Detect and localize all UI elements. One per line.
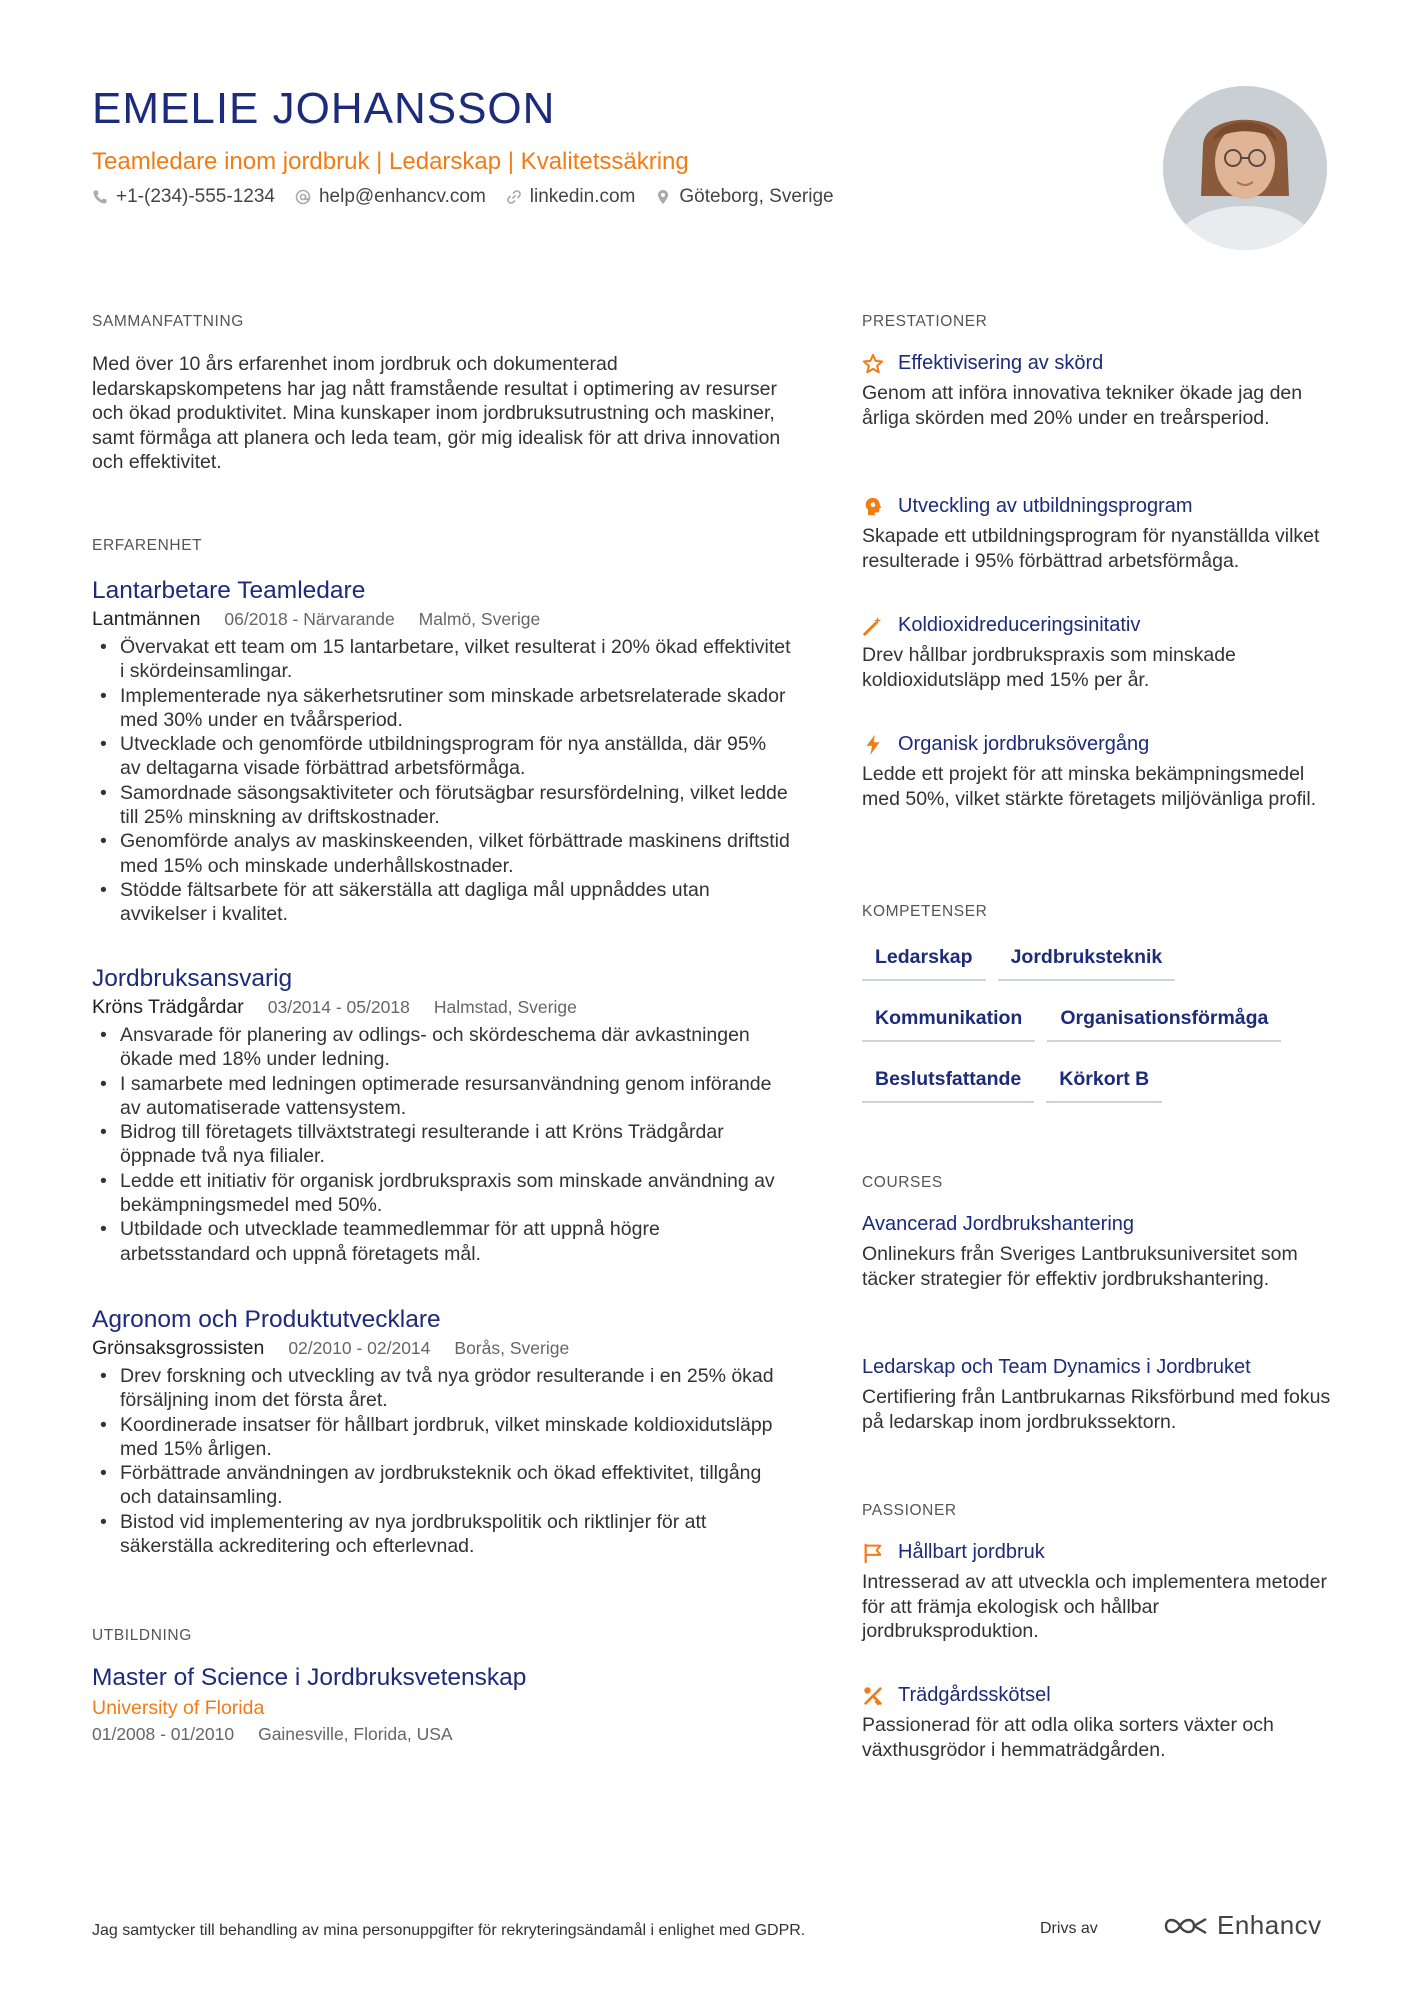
skills-heading: KOMPETENSER [862,903,988,920]
course-desc: Onlinekurs från Sveriges Lantbruksuniversitet som täcker strategier för effektiv jordbrukshantering. [862,1243,1298,1290]
list-item: • Förbättrade användningen av jordbruksteknik och ökad effektivitet, tillgång och datainsamling. [92,1461,792,1510]
job-location: Malmö, Sverige [418,609,541,629]
location-pin-icon [655,189,671,205]
contact-bar [92,186,854,208]
education-school: University of Florida [92,1697,265,1719]
flag-icon [862,1542,884,1564]
skill-tag: Körkort B [1046,1060,1162,1103]
education-heading: UTBILDNING [92,1627,192,1644]
course-item [862,1213,1332,1291]
list-item: • Genomförde analys av maskinskeenden, vilket förbättrade maskinens driftstid med 15% och minskade underhållskostnader. [92,829,792,878]
job-dates: 03/2014 - 05/2018 [267,997,410,1017]
job-1 [92,577,792,927]
list-item: • Utvecklade och genomförde utbildningsprogram för nya anställda, där 95% av deltagarna visade förbättrad arbetsförmåga. [92,732,792,781]
skill-tag: Jordbruksteknik [998,938,1176,981]
passion-item [862,1684,1332,1762]
summary-text: Med över 10 års erfarenhet inom jordbruk och dokumenterad ledarskapskompetens har jag nått framstående resultat i optimering av resurser och ökad produktivitet. Mina kunskaper inom jordbruksutrustning och maskiner, samt förmåga att planera och leda team, gör mig idealisk för att driva innovation och effektivitet. [92,353,781,473]
courses-heading: COURSES [862,1174,943,1191]
job-meta [92,1337,792,1360]
job-location: Halmstad, Sverige [433,997,577,1017]
achievement-title: Effektivisering av skörd [898,352,1104,374]
contact-location [655,186,833,208]
education-entry [92,1664,792,1745]
location-text: Göteborg, Sverige [679,186,834,207]
course-title: Avancerad Jordbrukshantering [862,1213,1135,1235]
summary-heading: SAMMANFATTNING [92,313,244,330]
job-3 [92,1306,792,1558]
achievement-desc: Ledde ett projekt för att minska bekämpningsmedel med 50%, vilket stärkte företagets miljövänliga profil. [862,763,1317,810]
list-item: • Ledde ett initiativ för organisk jordbrukspraxis som minskade användning av bekämpningsmedel med 50%. [92,1169,792,1218]
gdpr-consent: Jag samtycker till behandling av mina personuppgifter för rekryteringsändamål i enlighet med GDPR. [92,1922,806,1939]
contact-phone [92,186,275,208]
achievement-title: Utveckling av utbildningsprogram [898,495,1193,517]
candidate-tagline: Teamledare inom jordbruk | Ledarskap | Kvalitetssäkring [92,148,689,175]
profile-photo [1163,86,1327,250]
job-dates: 02/2010 - 02/2014 [288,1338,431,1358]
passions-heading: PASSIONER [862,1502,957,1519]
job-location: Borås, Sverige [454,1338,570,1358]
job-company: Lantmännen [92,608,201,630]
achievement-desc: Genom att införa innovativa tekniker ökade jag den årliga skörden med 20% under en treårsperiod. [862,382,1303,429]
passion-title: Hållbart jordbruk [898,1541,1045,1563]
job-title: Jordbruksansvarig [92,965,293,992]
skill-tag: Kommunikation [862,999,1035,1042]
job-title: Agronom och Produktutvecklare [92,1306,441,1333]
star-icon [862,353,884,375]
list-item: • Implementerade nya säkerhetsrutiner som minskade arbetsrelaterade skador med 30% under en tvåårsperiod. [92,684,792,733]
passion-item [862,1541,1332,1644]
passion-desc: Passionerad för att odla olika sorters växter och växthusgrödor i hemmaträdgården. [862,1714,1274,1761]
list-item: • Bistod vid implementering av nya jordbrukspolitik och riktlinjer för att säkerställa ackreditering och efterlevnad. [92,1510,792,1559]
job-title: Lantarbetare Teamledare [92,577,366,604]
list-item: • Koordinerade insatser för hållbart jordbruk, vilket minskade koldioxidutsläpp med 15% årligen. [92,1413,792,1462]
education-location: Gainesville, Florida, USA [258,1724,453,1744]
list-item: • Utbildade och utvecklade teammedlemmar för att uppnå högre arbetsstandard och uppnå företagets mål. [92,1217,792,1266]
job-bullets [92,1023,792,1266]
lightning-icon [862,734,884,756]
lightbulb-head-icon [862,496,884,518]
skill-tag: Ledarskap [862,938,986,981]
education-degree: Master of Science i Jordbruksvetenskap [92,1664,527,1691]
achievement-desc: Drev hållbar jordbrukspraxis som minskade koldioxidutsläpp med 15% per år. [862,644,1236,691]
achievement-item [862,614,1332,692]
job-company: Grönsaksgrossisten [92,1337,265,1359]
tools-icon [862,1685,884,1707]
enhancv-logo-icon [1163,1913,1209,1939]
skills-list [862,938,1332,1121]
phone-icon [92,189,108,205]
achievement-item [862,495,1332,573]
list-item: • Bidrog till företagets tillväxtstrategi resulterande i att Kröns Trädgårdar öppnade två nya filialer. [92,1120,792,1169]
course-title: Ledarskap och Team Dynamics i Jordbruket [862,1356,1251,1378]
job-meta [92,608,792,631]
passion-title: Trädgårdsskötsel [898,1684,1051,1706]
achievement-item [862,733,1332,811]
candidate-name: EMELIE JOHANSSON [92,84,556,133]
job-company: Kröns Trädgårdar [92,996,244,1018]
course-desc: Certifiering från Lantbrukarnas Riksförbund med fokus på ledarskap inom jordbrukssektorn. [862,1386,1331,1433]
skill-tag: Organisationsförmåga [1047,999,1281,1042]
job-meta [92,996,792,1019]
linkedin-text: linkedin.com [529,186,636,207]
job-2 [92,965,792,1266]
experience-heading: ERFARENHET [92,537,203,554]
achievement-desc: Skapade ett utbildningsprogram för nyanställda vilket resulterade i 95% förbättrad arbetsförmåga. [862,525,1320,572]
achievement-item [862,352,1332,430]
course-item [862,1356,1332,1434]
skill-tag: Beslutsfattande [862,1060,1034,1103]
job-bullets [92,1364,792,1558]
list-item: • Övervakat ett team om 15 lantarbetare, vilket resulterat i 20% ökad effektivitet i skördeinsamlingar. [92,635,792,684]
education-meta [92,1724,792,1745]
brand-logo[interactable] [1163,1910,1322,1941]
achievement-title: Koldioxidreduceringsinitativ [898,614,1141,636]
education-dates: 01/2008 - 01/2010 [92,1724,235,1744]
phone-text: +1-(234)-555-1234 [116,186,275,207]
brand-name: Enhancv [1217,1910,1322,1940]
magic-wand-icon [862,615,884,637]
job-bullets [92,635,792,927]
contact-email[interactable] [295,186,486,208]
email-text: help@enhancv.com [318,186,486,207]
list-item: • Ansvarade för planering av odlings- och skördeschema där avkastningen ökade med 18% under ledning. [92,1023,792,1072]
list-item: • I samarbete med ledningen optimerade resursanvändning genom införande av automatiserade vattensystem. [92,1072,792,1121]
achievement-title: Organisk jordbruksövergång [898,733,1150,755]
list-item: • Samordnade säsongsaktiviteter och förutsägbar resursfördelning, vilket ledde till 25% minskning av driftskostnader. [92,781,792,830]
list-item: • Drev forskning och utveckling av två nya grödor resulterande i en 25% ökad försäljning inom det första året. [92,1364,792,1413]
powered-by-label: Drivs av [1040,1920,1098,1937]
achievements-heading: PRESTATIONER [862,313,988,330]
job-dates: 06/2018 - Närvarande [224,609,395,629]
passion-desc: Intresserad av att utveckla och implementera metoder för att främja ekologisk och hållbar jordbruksproduktion. [862,1571,1327,1642]
link-icon [506,189,522,205]
list-item: • Stödde fältsarbete för att säkerställa att dagliga mål uppnåddes utan avvikelser i kvalitet. [92,878,792,927]
contact-linkedin[interactable] [506,186,636,208]
at-icon [295,189,311,205]
